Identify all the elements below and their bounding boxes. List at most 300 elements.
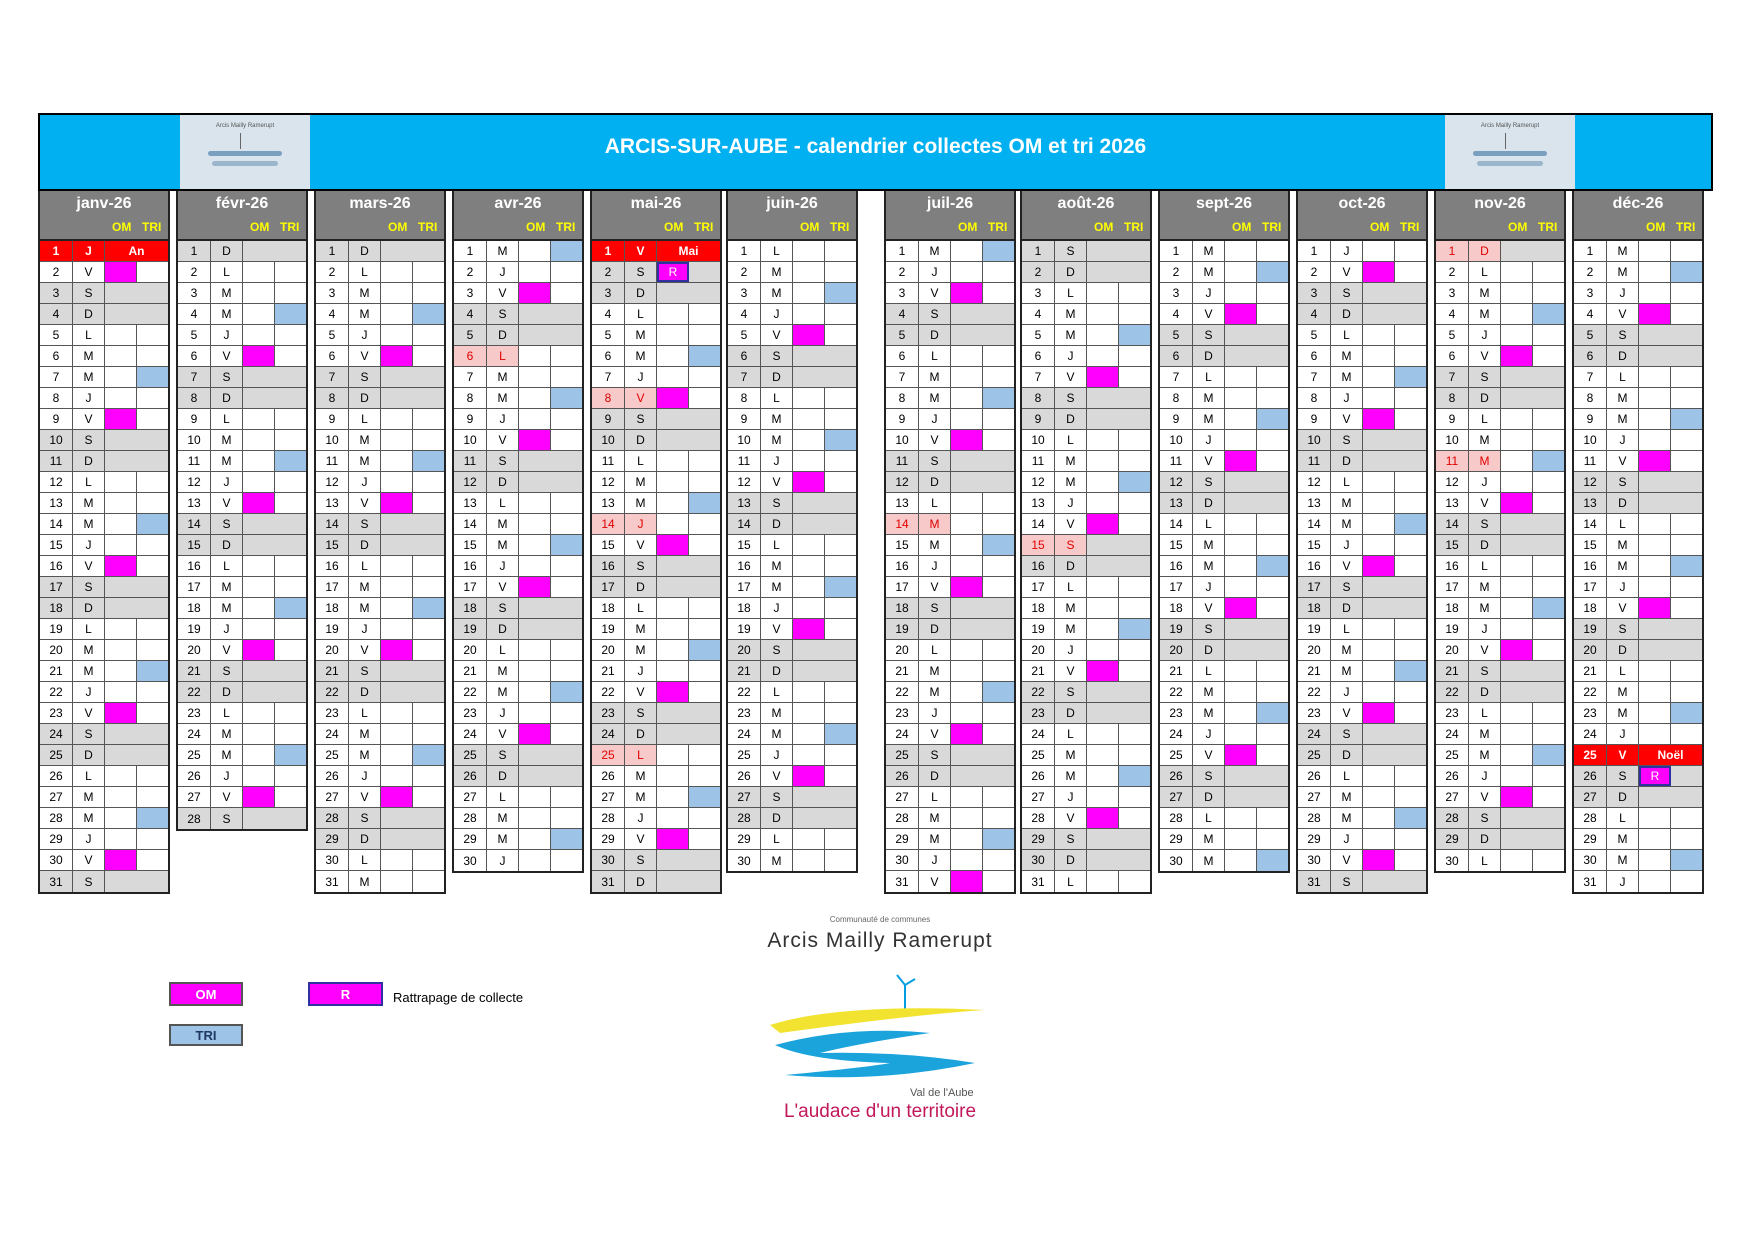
month-title: août-26 bbox=[1022, 191, 1150, 216]
om-cell bbox=[519, 325, 551, 345]
logo-small-text: Arcis Mailly Ramerupt bbox=[215, 123, 275, 129]
om-cell bbox=[1501, 514, 1533, 534]
weekday-letter: D bbox=[1193, 787, 1225, 807]
om-cell bbox=[519, 724, 551, 744]
day-number: 7 bbox=[592, 367, 625, 387]
om-cell bbox=[243, 346, 275, 366]
day-number: 21 bbox=[40, 661, 73, 681]
day-number: 18 bbox=[1298, 598, 1331, 618]
tri-cell bbox=[1671, 493, 1702, 513]
om-cell bbox=[1363, 451, 1395, 471]
day-number: 19 bbox=[316, 619, 349, 639]
day-number: 13 bbox=[40, 493, 73, 513]
day-number: 5 bbox=[1436, 325, 1469, 345]
day-row bbox=[178, 682, 306, 703]
day-row bbox=[1574, 367, 1702, 388]
day-row bbox=[1298, 556, 1426, 577]
day-row bbox=[1574, 682, 1702, 703]
day-row bbox=[1574, 577, 1702, 598]
weekday-letter: V bbox=[1331, 703, 1363, 723]
tri-cell bbox=[1257, 346, 1288, 366]
weekday-letter: M bbox=[1607, 703, 1639, 723]
weekday-letter: S bbox=[73, 430, 105, 450]
day-number: 21 bbox=[1574, 661, 1607, 681]
tri-cell bbox=[275, 640, 306, 660]
day-number: 8 bbox=[728, 388, 761, 408]
day-row bbox=[886, 451, 1014, 472]
om-cell bbox=[519, 808, 551, 828]
day-number: 17 bbox=[728, 577, 761, 597]
weekday-letter: D bbox=[1055, 556, 1087, 576]
tri-cell bbox=[413, 829, 444, 849]
weekday-letter: J bbox=[211, 766, 243, 786]
day-row bbox=[1160, 388, 1288, 409]
weekday-letter: S bbox=[1469, 514, 1501, 534]
tri-cell bbox=[983, 745, 1014, 765]
day-number: 14 bbox=[592, 514, 625, 534]
tri-cell bbox=[1257, 472, 1288, 492]
day-row bbox=[886, 325, 1014, 346]
day-row bbox=[40, 850, 168, 871]
day-number: 27 bbox=[178, 787, 211, 807]
om-cell bbox=[519, 556, 551, 576]
day-row bbox=[454, 787, 582, 808]
day-number: 5 bbox=[316, 325, 349, 345]
om-cell bbox=[381, 535, 413, 555]
day-number: 15 bbox=[1574, 535, 1607, 555]
day-number: 2 bbox=[1022, 262, 1055, 282]
om-cell bbox=[1087, 472, 1119, 492]
day-row bbox=[1022, 472, 1150, 493]
om-cell bbox=[243, 577, 275, 597]
weekday-letter: D bbox=[73, 304, 105, 324]
om-cell bbox=[657, 682, 689, 702]
weekday-letter: J bbox=[1469, 619, 1501, 639]
day-row bbox=[1160, 262, 1288, 283]
day-row bbox=[1574, 829, 1702, 850]
om-cell bbox=[243, 283, 275, 303]
tri-cell bbox=[1533, 808, 1564, 828]
tri-cell bbox=[1119, 367, 1150, 387]
day-number: 13 bbox=[886, 493, 919, 513]
day-row bbox=[454, 493, 582, 514]
om-cell bbox=[1639, 409, 1671, 429]
tri-cell bbox=[137, 283, 168, 303]
day-number: 31 bbox=[316, 871, 349, 892]
weekday-letter: M bbox=[73, 661, 105, 681]
day-number: 25 bbox=[728, 745, 761, 765]
tri-cell bbox=[1119, 241, 1150, 261]
tri-cell bbox=[1257, 556, 1288, 576]
weekday-letter: M bbox=[1055, 451, 1087, 471]
weekday-letter: V bbox=[1607, 451, 1639, 471]
tri-cell bbox=[1533, 325, 1564, 345]
day-number: 10 bbox=[40, 430, 73, 450]
om-cell bbox=[793, 493, 825, 513]
day-row bbox=[454, 430, 582, 451]
tri-cell bbox=[137, 766, 168, 786]
day-row bbox=[1298, 661, 1426, 682]
page-title: ARCIS-SUR-AUBE - calendrier collectes OM et tri 2026 bbox=[604, 135, 1147, 158]
day-row bbox=[1436, 535, 1564, 556]
om-cell bbox=[951, 745, 983, 765]
day-number: 2 bbox=[728, 262, 761, 282]
day-row bbox=[728, 451, 856, 472]
weekday-letter: D bbox=[919, 619, 951, 639]
tri-cell bbox=[1533, 451, 1564, 471]
day-number: 28 bbox=[1574, 808, 1607, 828]
weekday-letter: M bbox=[211, 598, 243, 618]
weekday-letter: M bbox=[919, 661, 951, 681]
tri-cell bbox=[137, 598, 168, 618]
day-row bbox=[1022, 430, 1150, 451]
weekday-letter: M bbox=[1469, 304, 1501, 324]
tri-cell bbox=[1395, 367, 1426, 387]
day-number: 28 bbox=[316, 808, 349, 828]
day-number: 9 bbox=[592, 409, 625, 429]
day-number: 28 bbox=[40, 808, 73, 828]
tri-cell bbox=[551, 346, 582, 366]
tri-cell bbox=[413, 703, 444, 723]
tri-cell bbox=[413, 808, 444, 828]
weekday-letter: J bbox=[919, 703, 951, 723]
weekday-letter: V bbox=[761, 325, 793, 345]
day-number: 10 bbox=[178, 430, 211, 450]
weekday-letter: V bbox=[211, 787, 243, 807]
tri-cell bbox=[1257, 409, 1288, 429]
weekday-letter: M bbox=[625, 346, 657, 366]
om-cell bbox=[1363, 325, 1395, 345]
day-number: 10 bbox=[728, 430, 761, 450]
day-row bbox=[40, 829, 168, 850]
om-cell bbox=[1639, 724, 1671, 744]
day-number: 19 bbox=[728, 619, 761, 639]
column-header bbox=[1298, 216, 1426, 241]
om-cell bbox=[1087, 661, 1119, 681]
day-number: 19 bbox=[178, 619, 211, 639]
day-number: 17 bbox=[316, 577, 349, 597]
weekday-letter: V bbox=[211, 346, 243, 366]
day-row bbox=[1160, 577, 1288, 598]
weekday-letter: M bbox=[349, 871, 381, 892]
tri-cell bbox=[551, 262, 582, 282]
day-row bbox=[1436, 787, 1564, 808]
day-number: 17 bbox=[1298, 577, 1331, 597]
tri-cell bbox=[1395, 682, 1426, 702]
weekday-letter: D bbox=[73, 451, 105, 471]
day-number: 22 bbox=[1436, 682, 1469, 702]
day-row bbox=[1436, 304, 1564, 325]
om-cell bbox=[243, 787, 275, 807]
weekday-letter: J bbox=[1331, 682, 1363, 702]
tri-cell bbox=[1119, 493, 1150, 513]
tri-cell bbox=[689, 829, 720, 849]
day-row bbox=[316, 409, 444, 430]
om-cell bbox=[519, 682, 551, 702]
day-row bbox=[316, 451, 444, 472]
om-cell bbox=[1225, 535, 1257, 555]
day-row bbox=[1574, 598, 1702, 619]
weekday-letter: M bbox=[761, 724, 793, 744]
day-number: 10 bbox=[1022, 430, 1055, 450]
om-cell bbox=[1087, 535, 1119, 555]
day-row bbox=[40, 724, 168, 745]
tri-cell bbox=[137, 346, 168, 366]
weekday-letter: M bbox=[625, 472, 657, 492]
day-row bbox=[1298, 682, 1426, 703]
day-row bbox=[316, 556, 444, 577]
weekday-letter: D bbox=[1331, 745, 1363, 765]
weekday-letter: D bbox=[211, 682, 243, 702]
day-number: 5 bbox=[592, 325, 625, 345]
day-row bbox=[454, 388, 582, 409]
tri-cell bbox=[1395, 493, 1426, 513]
month-column bbox=[726, 191, 858, 873]
logo-top-text: Communauté de communes bbox=[829, 915, 931, 924]
tri-cell bbox=[825, 430, 856, 450]
tri-cell bbox=[983, 808, 1014, 828]
tri-cell bbox=[1257, 724, 1288, 744]
column-header bbox=[454, 216, 582, 241]
om-cell bbox=[1363, 304, 1395, 324]
tri-cell bbox=[983, 682, 1014, 702]
day-number: 21 bbox=[592, 661, 625, 681]
weekday-letter: D bbox=[73, 745, 105, 765]
day-row bbox=[886, 808, 1014, 829]
day-row bbox=[1436, 262, 1564, 283]
weekday-letter: M bbox=[1607, 682, 1639, 702]
day-number: 27 bbox=[316, 787, 349, 807]
day-row bbox=[1160, 346, 1288, 367]
weekday-letter: M bbox=[1607, 829, 1639, 849]
day-row bbox=[178, 703, 306, 724]
tri-cell bbox=[1533, 430, 1564, 450]
tri-cell bbox=[137, 745, 168, 765]
day-number: 3 bbox=[40, 283, 73, 303]
om-header: OM bbox=[800, 220, 820, 234]
om-cell bbox=[951, 493, 983, 513]
weekday-letter: S bbox=[1055, 241, 1087, 261]
om-cell bbox=[519, 472, 551, 492]
day-row bbox=[1298, 619, 1426, 640]
weekday-letter: J bbox=[761, 745, 793, 765]
om-cell bbox=[1501, 367, 1533, 387]
weekday-letter: M bbox=[487, 535, 519, 555]
day-row bbox=[40, 661, 168, 682]
weekday-letter: M bbox=[1193, 682, 1225, 702]
day-number: 3 bbox=[1436, 283, 1469, 303]
day-number: 27 bbox=[1574, 787, 1607, 807]
om-cell bbox=[243, 304, 275, 324]
om-cell bbox=[951, 304, 983, 324]
om-cell bbox=[1639, 493, 1671, 513]
day-number: 10 bbox=[1574, 430, 1607, 450]
day-number: 20 bbox=[1574, 640, 1607, 660]
om-header: OM bbox=[664, 220, 684, 234]
day-number: 29 bbox=[316, 829, 349, 849]
day-row bbox=[40, 325, 168, 346]
tri-cell bbox=[983, 472, 1014, 492]
om-cell bbox=[1225, 703, 1257, 723]
tri-cell bbox=[1395, 829, 1426, 849]
day-number: 20 bbox=[1298, 640, 1331, 660]
weekday-letter: M bbox=[1607, 388, 1639, 408]
tri-cell bbox=[1395, 262, 1426, 282]
day-number: 19 bbox=[1436, 619, 1469, 639]
day-row bbox=[454, 619, 582, 640]
om-cell bbox=[1225, 724, 1257, 744]
tri-cell bbox=[689, 640, 720, 660]
tri-cell bbox=[1671, 619, 1702, 639]
day-number: 24 bbox=[1298, 724, 1331, 744]
day-row bbox=[316, 850, 444, 871]
day-number: 5 bbox=[886, 325, 919, 345]
month-title: sept-26 bbox=[1160, 191, 1288, 216]
day-row bbox=[1160, 703, 1288, 724]
om-cell bbox=[1363, 829, 1395, 849]
tri-cell bbox=[983, 598, 1014, 618]
day-number: 25 bbox=[316, 745, 349, 765]
day-number: 3 bbox=[1574, 283, 1607, 303]
om-cell bbox=[951, 388, 983, 408]
tri-cell bbox=[983, 304, 1014, 324]
month-title: mars-26 bbox=[316, 191, 444, 216]
day-row bbox=[1160, 619, 1288, 640]
day-number: 21 bbox=[1298, 661, 1331, 681]
weekday-letter: J bbox=[919, 409, 951, 429]
om-cell bbox=[1225, 388, 1257, 408]
weekday-letter: L bbox=[1193, 514, 1225, 534]
tri-cell bbox=[1395, 745, 1426, 765]
wind-turbine-icon bbox=[1505, 133, 1506, 149]
weekday-letter: J bbox=[625, 661, 657, 681]
holiday-label: Noël bbox=[1639, 745, 1702, 765]
weekday-letter: V bbox=[919, 724, 951, 744]
day-row bbox=[1574, 871, 1702, 892]
day-row bbox=[728, 850, 856, 871]
day-row bbox=[1022, 514, 1150, 535]
om-cell bbox=[1639, 598, 1671, 618]
om-cell bbox=[1087, 724, 1119, 744]
day-number: 3 bbox=[728, 283, 761, 303]
tri-header: TRI bbox=[1400, 220, 1420, 234]
day-number: 28 bbox=[1022, 808, 1055, 828]
om-cell bbox=[381, 661, 413, 681]
tri-cell bbox=[275, 430, 306, 450]
weekday-letter: S bbox=[1331, 430, 1363, 450]
weekday-letter: D bbox=[1055, 262, 1087, 282]
day-row bbox=[886, 829, 1014, 850]
om-cell bbox=[105, 493, 137, 513]
logo-wave-icon bbox=[760, 915, 1000, 1085]
om-cell bbox=[381, 262, 413, 282]
day-number: 20 bbox=[316, 640, 349, 660]
logo-slogan: L'audace d'un territoire bbox=[783, 1101, 977, 1122]
day-row bbox=[1022, 787, 1150, 808]
om-cell bbox=[1087, 682, 1119, 702]
tri-cell bbox=[689, 388, 720, 408]
weekday-letter: L bbox=[1469, 409, 1501, 429]
tri-cell bbox=[825, 325, 856, 345]
day-row bbox=[178, 493, 306, 514]
weekday-letter: M bbox=[625, 493, 657, 513]
tri-cell bbox=[1395, 808, 1426, 828]
om-cell bbox=[243, 556, 275, 576]
day-number: 2 bbox=[454, 262, 487, 282]
tri-cell bbox=[137, 472, 168, 492]
day-row bbox=[886, 430, 1014, 451]
tri-cell bbox=[1119, 640, 1150, 660]
om-cell bbox=[793, 367, 825, 387]
om-cell bbox=[381, 850, 413, 870]
day-number: 13 bbox=[592, 493, 625, 513]
day-row bbox=[1436, 661, 1564, 682]
day-row bbox=[1022, 598, 1150, 619]
om-cell bbox=[381, 304, 413, 324]
day-number: 3 bbox=[178, 283, 211, 303]
tri-cell bbox=[1671, 703, 1702, 723]
tri-cell bbox=[275, 682, 306, 702]
tri-cell bbox=[1533, 514, 1564, 534]
om-cell bbox=[1639, 787, 1671, 807]
day-row bbox=[728, 808, 856, 829]
weekday-letter: V bbox=[1193, 598, 1225, 618]
tri-cell bbox=[413, 472, 444, 492]
day-number: 18 bbox=[40, 598, 73, 618]
day-number: 1 bbox=[1160, 241, 1193, 261]
tri-cell bbox=[1533, 577, 1564, 597]
day-row bbox=[40, 619, 168, 640]
om-cell bbox=[105, 346, 137, 366]
weekday-letter: M bbox=[1193, 388, 1225, 408]
rattrapage-cell: R bbox=[657, 262, 689, 282]
tri-cell bbox=[1257, 304, 1288, 324]
tri-cell bbox=[1119, 346, 1150, 366]
om-cell bbox=[1225, 262, 1257, 282]
weekday-letter: V bbox=[919, 577, 951, 597]
day-number: 17 bbox=[1160, 577, 1193, 597]
om-cell bbox=[1501, 598, 1533, 618]
weekday-letter: M bbox=[919, 367, 951, 387]
day-number: 19 bbox=[886, 619, 919, 639]
om-cell bbox=[1087, 325, 1119, 345]
om-cell bbox=[1363, 388, 1395, 408]
day-number: 12 bbox=[40, 472, 73, 492]
om-header: OM bbox=[112, 220, 132, 234]
wind-turbine-icon bbox=[240, 133, 241, 149]
weekday-letter: V bbox=[1055, 661, 1087, 681]
day-number: 3 bbox=[886, 283, 919, 303]
om-cell bbox=[1363, 703, 1395, 723]
day-number: 30 bbox=[454, 850, 487, 871]
day-row bbox=[316, 283, 444, 304]
tri-cell bbox=[689, 682, 720, 702]
tri-cell bbox=[1395, 577, 1426, 597]
om-cell bbox=[1363, 430, 1395, 450]
om-header: OM bbox=[1508, 220, 1528, 234]
logo-sub-text: Val de l'Aube bbox=[910, 1087, 974, 1099]
day-row bbox=[592, 682, 720, 703]
tri-cell bbox=[1671, 787, 1702, 807]
day-number: 27 bbox=[454, 787, 487, 807]
weekday-letter: M bbox=[919, 682, 951, 702]
day-number: 6 bbox=[592, 346, 625, 366]
tri-cell bbox=[275, 241, 306, 261]
tri-cell bbox=[551, 451, 582, 471]
weekday-letter: M bbox=[1469, 451, 1501, 471]
tri-cell bbox=[825, 577, 856, 597]
om-cell bbox=[793, 745, 825, 765]
